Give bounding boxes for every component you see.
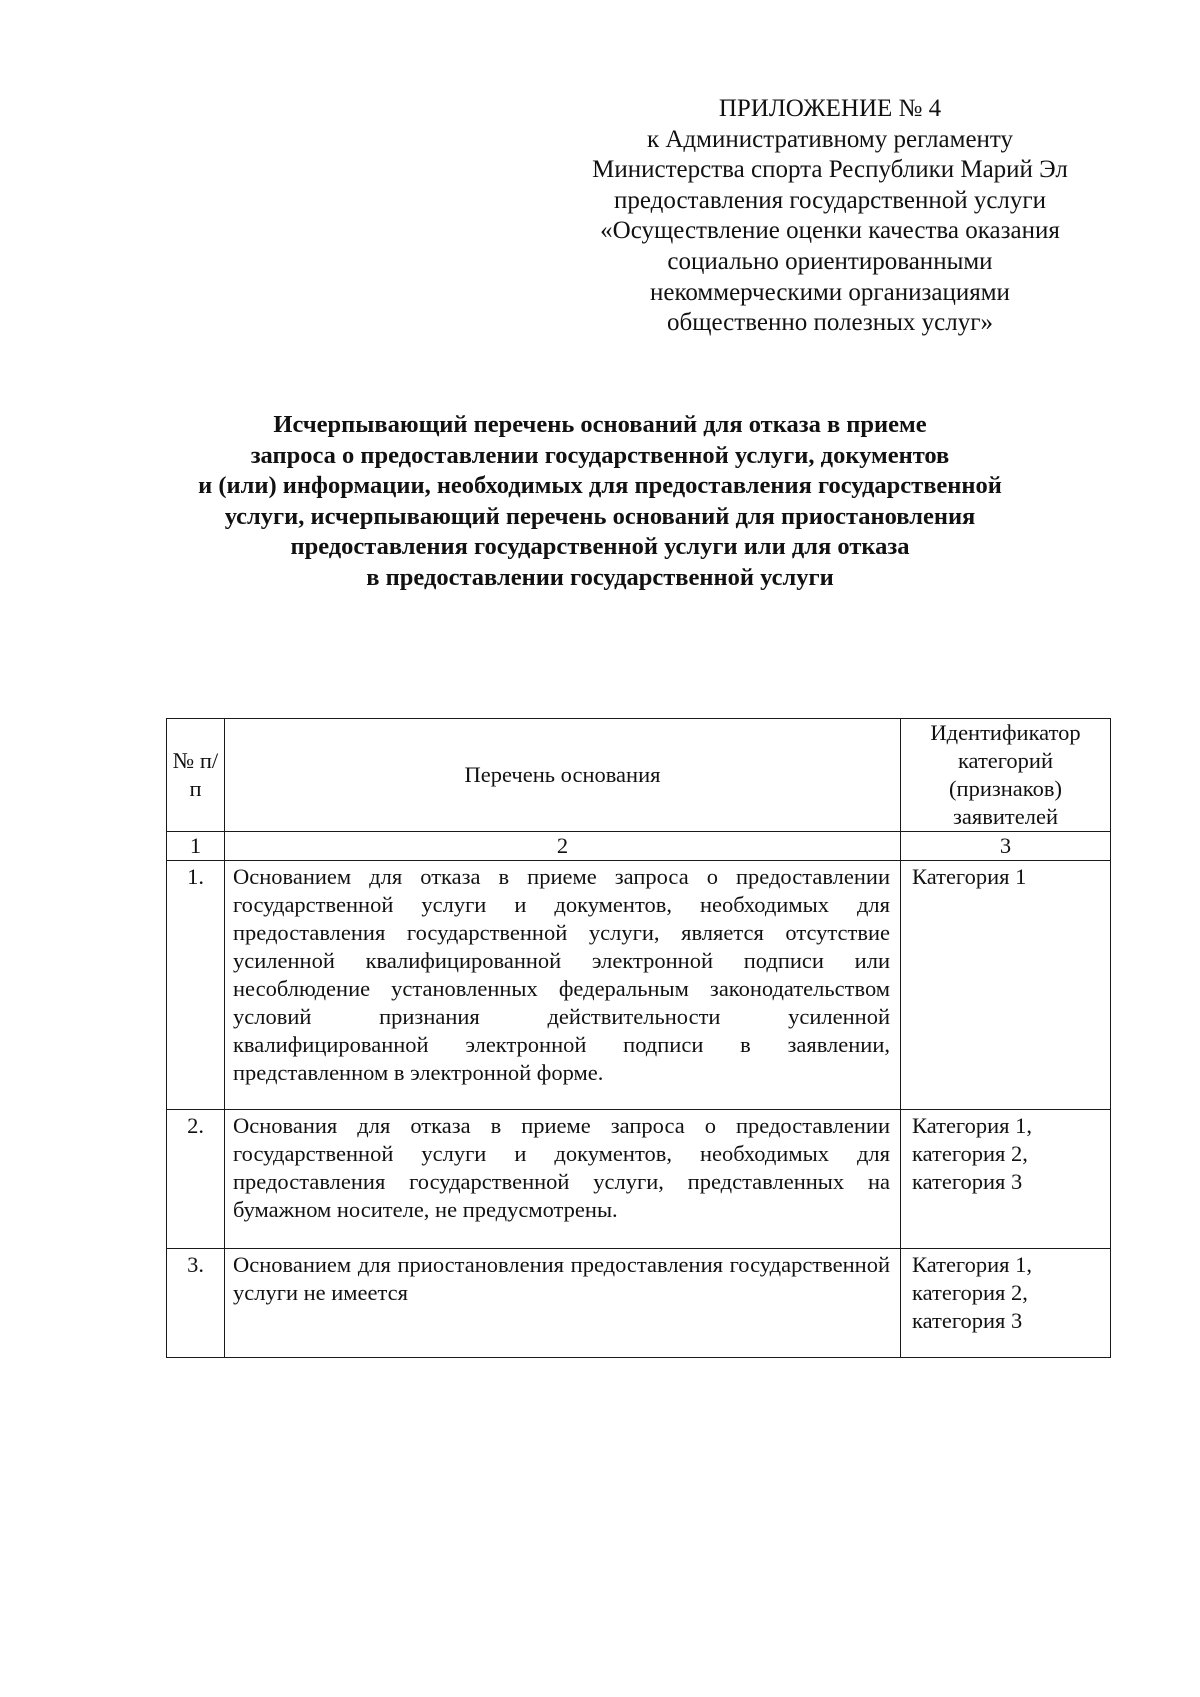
table-header-row xyxy=(167,719,1111,832)
table-row xyxy=(167,861,1111,1110)
row-number: 3. xyxy=(167,1249,225,1358)
appendix-line: социально ориентированными xyxy=(667,247,993,275)
column-number: 2 xyxy=(225,832,901,861)
appendix-line: предоставления государственной услуги xyxy=(613,186,1047,214)
appendix-header xyxy=(560,94,1100,339)
appendix-line: Министерства спорта Республики Марий Эл xyxy=(592,156,1068,184)
column-numbers-row xyxy=(167,832,1111,861)
title-line: Исчерпывающий перечень оснований для отказа в приеме xyxy=(273,411,927,438)
category-label: категория 3 xyxy=(912,1308,1023,1333)
header-number: № п/п xyxy=(167,719,225,832)
appendix-line: «Осуществление оценки качества оказания xyxy=(600,217,1060,245)
header-grounds: Перечень основания xyxy=(225,719,901,832)
row-categories xyxy=(901,1110,1111,1249)
grounds-table xyxy=(166,718,1111,1358)
row-grounds-text: Основания для отказа в приеме запроса о предоставлении государственной услуги и документов, необходимых для предоставления государственной услуги, представленных на бумажном носителе, не предусмотрены. xyxy=(225,1110,901,1249)
row-categories xyxy=(901,1249,1111,1358)
category-label: категория 2, xyxy=(912,1280,1028,1305)
category-label: Категория 1, xyxy=(912,1252,1032,1277)
row-grounds-text: Основанием для приостановления предоставления государственной услуги не имеется xyxy=(225,1249,901,1358)
appendix-line: общественно полезных услуг» xyxy=(666,309,994,337)
title-line: услуги, исчерпывающий перечень оснований для приостановления xyxy=(224,502,976,530)
column-number: 3 xyxy=(901,832,1111,861)
title-line: предоставления государственной услуги или для отказа xyxy=(290,533,910,561)
category-label: категория 2, xyxy=(912,1141,1028,1166)
appendix-line: к Административному регламенту xyxy=(646,125,1014,153)
row-number: 2. xyxy=(167,1110,225,1249)
category-label: категория 3 xyxy=(912,1169,1023,1194)
column-number: 1 xyxy=(167,832,225,861)
table-row xyxy=(167,1249,1111,1358)
header-categories: Идентификатор категорий (признаков) заявителей xyxy=(901,719,1111,832)
title-line: и (или) информации, необходимых для предоставления государственной xyxy=(198,472,1002,500)
table-row xyxy=(167,1110,1111,1249)
title-line: запроса о предоставлении государственной услуги, документов xyxy=(250,441,950,469)
row-categories xyxy=(901,861,1111,1110)
title-line: в предоставлении государственной услуги xyxy=(366,563,834,591)
document-title xyxy=(150,410,1050,594)
appendix-line: некоммерческими организациями xyxy=(650,278,1010,306)
category-label: Категория 1, xyxy=(912,1113,1032,1138)
appendix-line: ПРИЛОЖЕНИЕ № 4 xyxy=(718,95,942,122)
row-number: 1. xyxy=(167,861,225,1110)
row-grounds-text: Основанием для отказа в приеме запроса о предоставлении государственной услуги и документов, необходимых для предоставления государственной услуги, является отсутствие усиленной квалифицированной электронной подписи или несоблюдение установленных федеральным законодательством условий признания действительности усиленной квалифицированной электронной подписи в заявлении, представленном в электронной форме. xyxy=(225,861,901,1110)
category-label: Категория 1 xyxy=(912,864,1027,889)
